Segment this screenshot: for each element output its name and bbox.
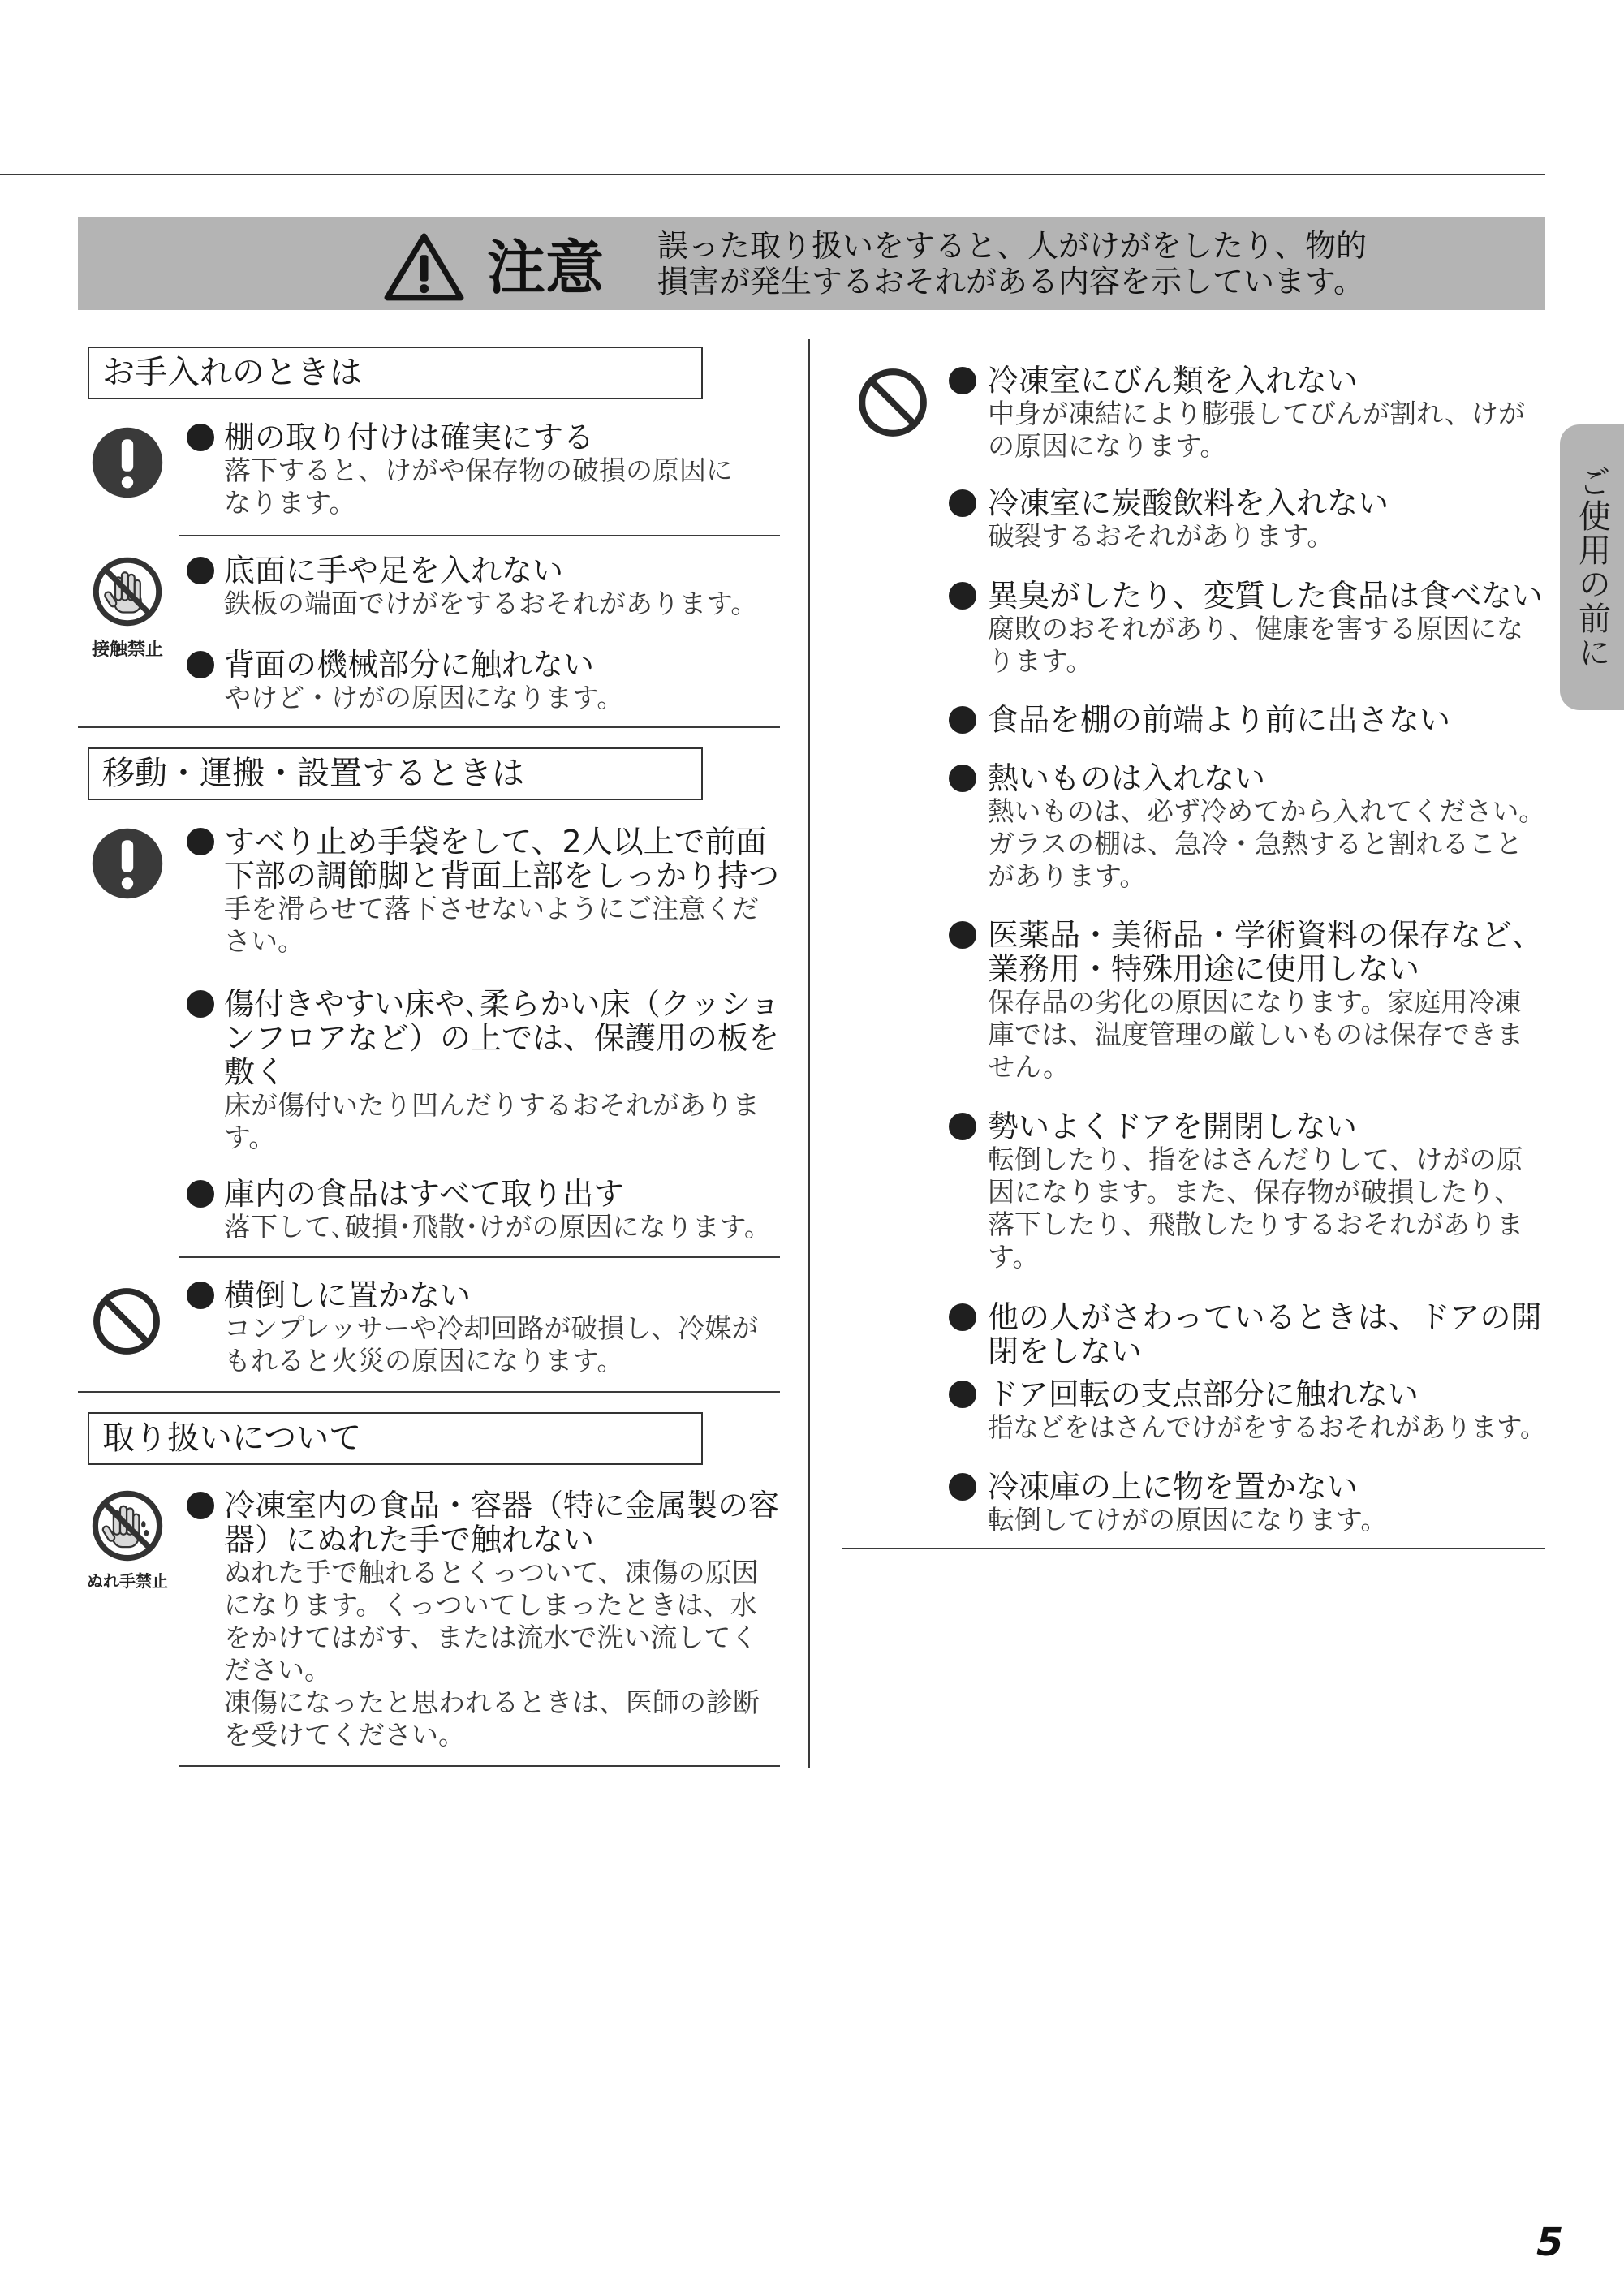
- item-heading: 冷凍室内の食品・容器（特に金属製の容: [224, 1488, 780, 1523]
- warning-triangle-icon: [383, 231, 465, 302]
- item-heading: 異臭がしたり、変質した食品は食べない: [988, 578, 1544, 614]
- item-description: ぬれた手で触れるとくっついて、凍傷の原因: [224, 1557, 759, 1588]
- item-description: 指などをはさんでけがをするおそれがあります。: [988, 1411, 1546, 1443]
- section-separator: [78, 1391, 780, 1393]
- item-description: す。: [224, 1122, 276, 1153]
- item-heading: 底面に手や足を入れない: [224, 553, 564, 588]
- item-separator: [179, 535, 780, 536]
- item-description: 鉄板の端面でけがをするおそれがあります。: [224, 588, 758, 619]
- caution-item: [988, 579, 1545, 678]
- caution-item: [988, 1300, 1545, 1368]
- item-heading: すべり止め手袋をして、2人以上で前面: [224, 824, 767, 859]
- caution-item: [224, 648, 780, 714]
- no-touch-icon: [92, 556, 163, 627]
- item-heading: 庫内の食品はすべて取り出す: [224, 1176, 625, 1212]
- bullet: [949, 582, 976, 610]
- item-heading: 勢いよくドアを開閉しない: [988, 1109, 1357, 1144]
- item-description: 熱いものは、必ず冷めてから入れてください。: [988, 795, 1545, 827]
- item-description: 保存品の劣化の原因になります。家庭用冷凍: [988, 986, 1522, 1018]
- item-description: を受けてください。: [224, 1719, 465, 1751]
- item-description: もれると火災の原因になります。: [224, 1345, 624, 1376]
- wet-hand-prohibited-icon: [91, 1489, 164, 1562]
- caution-message-line: 誤った取り扱いをすると、人がけがをしたり、物的: [657, 228, 1368, 264]
- section-header-handling: 取り扱いについて: [88, 1412, 703, 1465]
- item-description: ださい。: [224, 1654, 331, 1686]
- item-description: 中身が凍結により膨張してびんが割れ、けが: [988, 398, 1525, 429]
- bullet: [187, 651, 214, 678]
- section-header-care: お手入れのときは: [88, 347, 703, 399]
- bullet: [949, 1381, 976, 1408]
- item-description: をかけてはがす、または流水で洗い流してく: [224, 1622, 758, 1653]
- no-touch-label: 接触禁止: [91, 640, 163, 660]
- page-number: 5: [1536, 2220, 1564, 2265]
- item-heading: 棚の取り付けは確実にする: [224, 420, 595, 455]
- bullet: [187, 828, 214, 855]
- item-heading: 傷付きやすい床や､柔らかい床（クッショ: [224, 986, 781, 1022]
- caution-item: [988, 486, 1545, 553]
- bullet: [187, 424, 214, 451]
- bullet: [187, 557, 214, 584]
- item-heading: 業務用・特殊用途に使用しない: [988, 951, 1420, 987]
- prohibited-icon: [856, 366, 929, 439]
- item-description: す。: [988, 1241, 1040, 1273]
- bullet: [187, 1282, 214, 1309]
- item-description: ります。: [988, 645, 1093, 677]
- item-description: 腐敗のおそれがあり、健康を害する原因にな: [988, 613, 1523, 644]
- prohibited-icon: [91, 1286, 162, 1357]
- caution-item: [988, 364, 1545, 463]
- item-description: の原因になります。: [988, 430, 1227, 462]
- caution-item: [988, 918, 1545, 1083]
- item-description: 凍傷になったと思われるときは、医師の診断: [224, 1686, 760, 1718]
- item-heading: 食品を棚の前端より前に出さない: [988, 702, 1451, 738]
- section-header-moving: 移動・運搬・設置するときは: [88, 747, 703, 800]
- item-heading: 医薬品・美術品・学術資料の保存など、: [988, 917, 1544, 953]
- caution-item: [224, 1488, 780, 1751]
- item-heading: 器）にぬれた手で触れない: [224, 1522, 595, 1557]
- item-heading: 背面の機械部分に触れない: [224, 647, 595, 683]
- item-description: コンプレッサーや冷却回路が破損し、冷媒が: [224, 1312, 759, 1344]
- bullet: [949, 1113, 976, 1140]
- caution-message-line: 損害が発生するおそれがある内容を示しています。: [657, 264, 1364, 299]
- wet-hand-label: ぬれ手禁止: [87, 1571, 168, 1591]
- item-description: 落下したり、飛散したりするおそれがありま: [988, 1208, 1523, 1240]
- bullet: [949, 921, 976, 949]
- item-description: 因になります。また、保存物が破損したり、: [988, 1176, 1522, 1208]
- bullet: [949, 489, 976, 517]
- item-description: 転倒したり、指をはさんだりして、けがの原: [988, 1144, 1523, 1175]
- caution-item: [988, 1377, 1545, 1444]
- bullet: [949, 765, 976, 792]
- item-heading: 冷凍庫の上に物を置かない: [988, 1469, 1359, 1505]
- item-heading: 熱いものは入れない: [988, 760, 1266, 796]
- item-heading: 敷く: [224, 1054, 286, 1090]
- item-heading: ドア回転の支点部分に触れない: [988, 1376, 1419, 1412]
- bullet: [187, 1180, 214, 1208]
- item-description: 庫では、温度管理の厳しいものは保存できま: [988, 1019, 1523, 1050]
- item-heading: 冷凍室に炭酸飲料を入れない: [988, 485, 1389, 521]
- mandatory-exclamation-icon: [91, 426, 164, 499]
- item-description: さい。: [224, 925, 304, 957]
- bullet: [949, 367, 976, 394]
- item-heading: ンフロアなど）の上では、保護用の板を: [224, 1020, 780, 1056]
- item-description: せん。: [988, 1051, 1070, 1083]
- item-heading: 横倒しに置かない: [224, 1277, 472, 1313]
- chapter-tab: [1560, 424, 1624, 710]
- item-description: ガラスの棚は、急冷・急熱すると割れること: [988, 828, 1523, 859]
- caution-item: [988, 1470, 1545, 1536]
- item-description: があります。: [988, 860, 1147, 892]
- caution-item: [988, 703, 1545, 737]
- chapter-tab-label: ご使用の前に: [1573, 465, 1611, 670]
- top-rule: [0, 174, 1545, 175]
- mandatory-exclamation-icon: [91, 827, 164, 900]
- caution-item: [224, 1177, 780, 1243]
- item-description: やけど・けがの原因になります。: [224, 682, 624, 713]
- caution-title: 注意: [487, 234, 605, 302]
- caution-item: [224, 420, 780, 519]
- caution-item: [988, 1109, 1545, 1273]
- bullet: [949, 1473, 976, 1501]
- item-separator: [179, 1256, 780, 1258]
- caution-item: [224, 987, 780, 1154]
- bullet: [949, 1303, 976, 1331]
- bullet: [949, 706, 976, 734]
- item-description: になります。くっついてしまったときは、水: [224, 1589, 757, 1621]
- bullet: [187, 990, 214, 1018]
- caution-item: [224, 1278, 780, 1377]
- item-description: 手を滑らせて落下させないようにご注意くだ: [224, 893, 760, 924]
- item-description: 転倒してけがの原因になります。: [988, 1504, 1388, 1536]
- section-separator: [78, 726, 780, 728]
- item-heading: 他の人がさわっているときは、ドアの開: [988, 1299, 1542, 1335]
- item-description: なります。: [224, 487, 356, 519]
- item-separator: [179, 1765, 780, 1767]
- item-description: 落下して､破損･飛散･けがの原因になります。: [224, 1211, 771, 1243]
- item-description: 床が傷付いたり凹んだりするおそれがありま: [224, 1089, 760, 1121]
- bullet: [187, 1492, 214, 1519]
- column-divider: [808, 339, 810, 1768]
- caution-item: [224, 554, 780, 620]
- caution-message: [657, 228, 1526, 299]
- caution-item: [988, 761, 1545, 893]
- item-heading: 下部の調節脚と背面上部をしっかり持つ: [224, 858, 780, 894]
- column-end-rule: [842, 1548, 1545, 1549]
- caution-item: [224, 825, 780, 958]
- item-description: 破裂するおそれがあります。: [988, 520, 1334, 552]
- item-heading: 冷凍室にびん類を入れない: [988, 363, 1359, 398]
- item-description: 落下すると、けがや保存物の破損の原因に: [224, 454, 733, 486]
- item-heading: 閉をしない: [988, 1333, 1143, 1369]
